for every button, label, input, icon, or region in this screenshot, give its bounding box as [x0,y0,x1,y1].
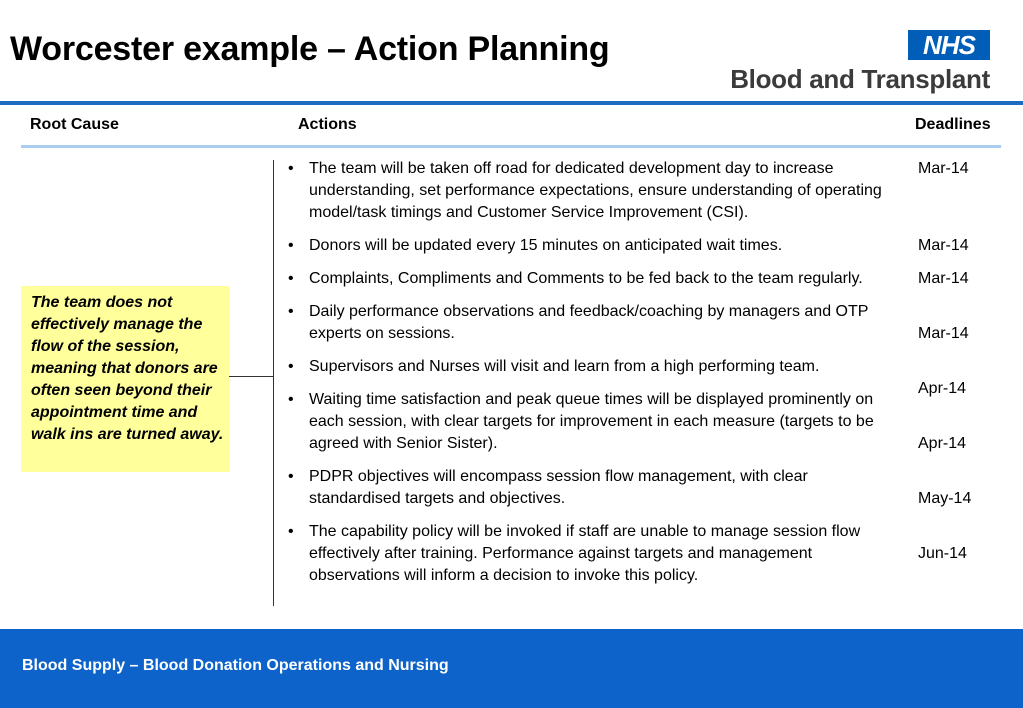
deadline-item: Mar-14 [918,237,969,254]
deadline-item: Apr-14 [918,435,967,452]
page-title: Worcester example – Action Planning [10,30,610,68]
action-item: • Complaints, Compliments and Comments to be fed back to the team regularly. [286,268,896,290]
nhs-logo-box [908,30,990,60]
action-item: • The capability policy will be invoked if staff are unable to manage session flow effectively after training. Performance against targets and management observations will inform a decision to invoke this policy. [286,521,896,587]
column-header-root-cause: Root Cause [30,116,119,133]
footer-bar [0,629,1023,708]
nhs-blood-and-transplant-logo [700,28,1000,98]
action-item: • Daily performance observations and feedback/coaching by managers and OTP experts on sessions. [286,301,896,345]
deadline-item: Apr-14 [918,380,967,397]
connector-line-horizontal [229,376,274,377]
action-item: • Supervisors and Nurses will visit and learn from a high performing team. [286,356,896,378]
column-header-actions: Actions [298,116,357,133]
logo-subtitle: Blood and Transplant [730,64,990,94]
header-divider [0,101,1023,105]
action-item: • The team will be taken off road for dedicated development day to increase understanding, set performance expectations, ensure understanding of operating model/task timings and Customer Service Improvement (CSI). [286,158,896,224]
deadline-item: Jun-14 [918,545,967,562]
column-header-deadlines: Deadlines [915,116,991,133]
root-cause-box: The team does not effectively manage the flow of the session, meaning that donors are often seen beyond their appointment time and walk ins are turned away. [21,286,229,472]
action-item: • Donors will be updated every 15 minutes on anticipated wait times. [286,235,896,257]
deadline-item: May-14 [918,490,972,507]
deadline-item: Mar-14 [918,270,969,287]
nhs-logo-text: NHS [923,30,975,60]
column-header-divider [21,145,1001,148]
deadline-item: Mar-14 [918,325,969,342]
action-item: • PDPR objectives will encompass session flow management, with clear standardised targets and objectives. [286,466,896,510]
footer-text: Blood Supply – Blood Donation Operations and Nursing [22,657,449,674]
action-item: • Waiting time satisfaction and peak queue times will be displayed prominently on each session, with clear targets for improvement in each measure (targets to be agreed with Senior Sister). [286,389,896,455]
connector-line-vertical [273,160,274,606]
actions-list [286,158,896,598]
deadline-item: Mar-14 [918,160,969,177]
